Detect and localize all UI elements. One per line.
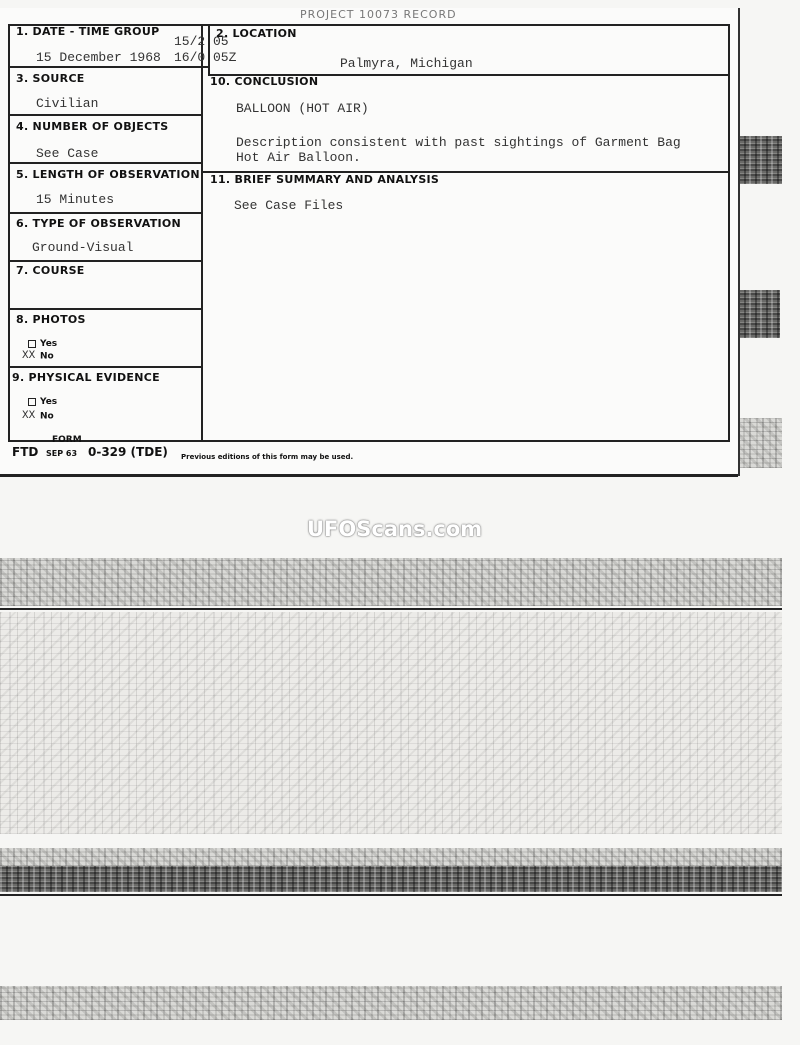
number-of-objects-label: 4. NUMBER OF OBJECTS <box>16 120 169 133</box>
scan-noise-band <box>0 986 782 1020</box>
photos-yes-checkbox <box>28 340 36 348</box>
photos-no-option <box>22 350 54 362</box>
evidence-yes-label: Yes <box>40 397 58 407</box>
summary-value: See Case Files <box>234 198 344 213</box>
row-divider <box>8 66 208 68</box>
footer-form-word: FORM <box>52 435 82 445</box>
source-value: Civilian <box>36 96 99 111</box>
scan-noise-band <box>0 848 782 866</box>
number-of-objects-value: See Case <box>36 146 99 161</box>
length-of-observation-label: 5. LENGTH OF OBSERVATION <box>16 168 200 181</box>
footer-form-number: 0-329 (TDE) <box>88 445 168 459</box>
photos-label: 8. PHOTOS <box>16 313 86 326</box>
row-divider <box>8 162 202 164</box>
conclusion-description-line2: Hot Air Balloon. <box>236 150 361 165</box>
scan-noise-band <box>0 558 782 606</box>
date-time-label: 1. DATE - TIME GROUP <box>16 25 160 38</box>
course-label: 7. COURSE <box>16 264 85 277</box>
row-divider <box>8 114 202 116</box>
form-header-title: PROJECT 10073 RECORD <box>300 8 457 21</box>
evidence-no-label: No <box>40 411 54 422</box>
length-of-observation-value: 15 Minutes <box>36 192 115 207</box>
form-card <box>0 8 740 476</box>
footer-note: Previous editions of this form may be used. <box>181 453 354 461</box>
date-value: 15 December 1968 <box>36 50 161 65</box>
source-label: 3. SOURCE <box>16 72 85 85</box>
column-divider <box>201 24 203 442</box>
photos-yes-label: Yes <box>40 339 58 349</box>
conclusion-description-line1: Description consistent with past sightings of Garment Bag <box>236 135 681 150</box>
row-divider <box>8 308 202 310</box>
evidence-yes-checkbox <box>28 398 36 406</box>
scan-line <box>0 608 782 610</box>
evidence-no-checkmark: XX <box>22 410 36 422</box>
watermark-text: UFOScans.com <box>307 517 483 541</box>
type-of-observation-value: Ground-Visual <box>32 240 134 255</box>
row-divider <box>8 212 202 214</box>
location-value: Palmyra, Michigan <box>340 56 473 71</box>
time-group-line1: 15/2 05 <box>174 34 229 49</box>
conclusion-value: BALLOON (HOT AIR) <box>236 101 369 116</box>
location-label: 2. LOCATION <box>216 27 297 40</box>
location-divider <box>208 24 210 74</box>
physical-evidence-label: 9. PHYSICAL EVIDENCE <box>12 371 160 384</box>
scan-noise-block <box>0 612 782 834</box>
footer-ftd: FTD <box>12 445 39 459</box>
edge-artifact <box>736 418 782 468</box>
photos-no-checkmark: XX <box>22 350 36 362</box>
time-group-line2: 16/0 05Z <box>174 50 237 65</box>
scan-line <box>0 894 782 896</box>
evidence-yes-option <box>28 397 57 407</box>
row-divider <box>8 366 202 368</box>
type-of-observation-label: 6. TYPE OF OBSERVATION <box>16 217 182 230</box>
conclusion-label: 10. CONCLUSION <box>210 75 319 88</box>
summary-label: 11. BRIEF SUMMARY AND ANALYSIS <box>210 173 440 186</box>
photos-yes-option <box>28 339 57 349</box>
edge-artifact <box>738 290 780 338</box>
edge-artifact <box>738 136 782 184</box>
scan-noise-band <box>0 866 782 892</box>
footer-date-code: SEP 63 <box>46 449 78 458</box>
evidence-no-option <box>22 410 54 422</box>
photos-no-label: No <box>40 351 54 362</box>
card-shadow-line <box>0 474 738 477</box>
row-divider <box>8 260 202 262</box>
